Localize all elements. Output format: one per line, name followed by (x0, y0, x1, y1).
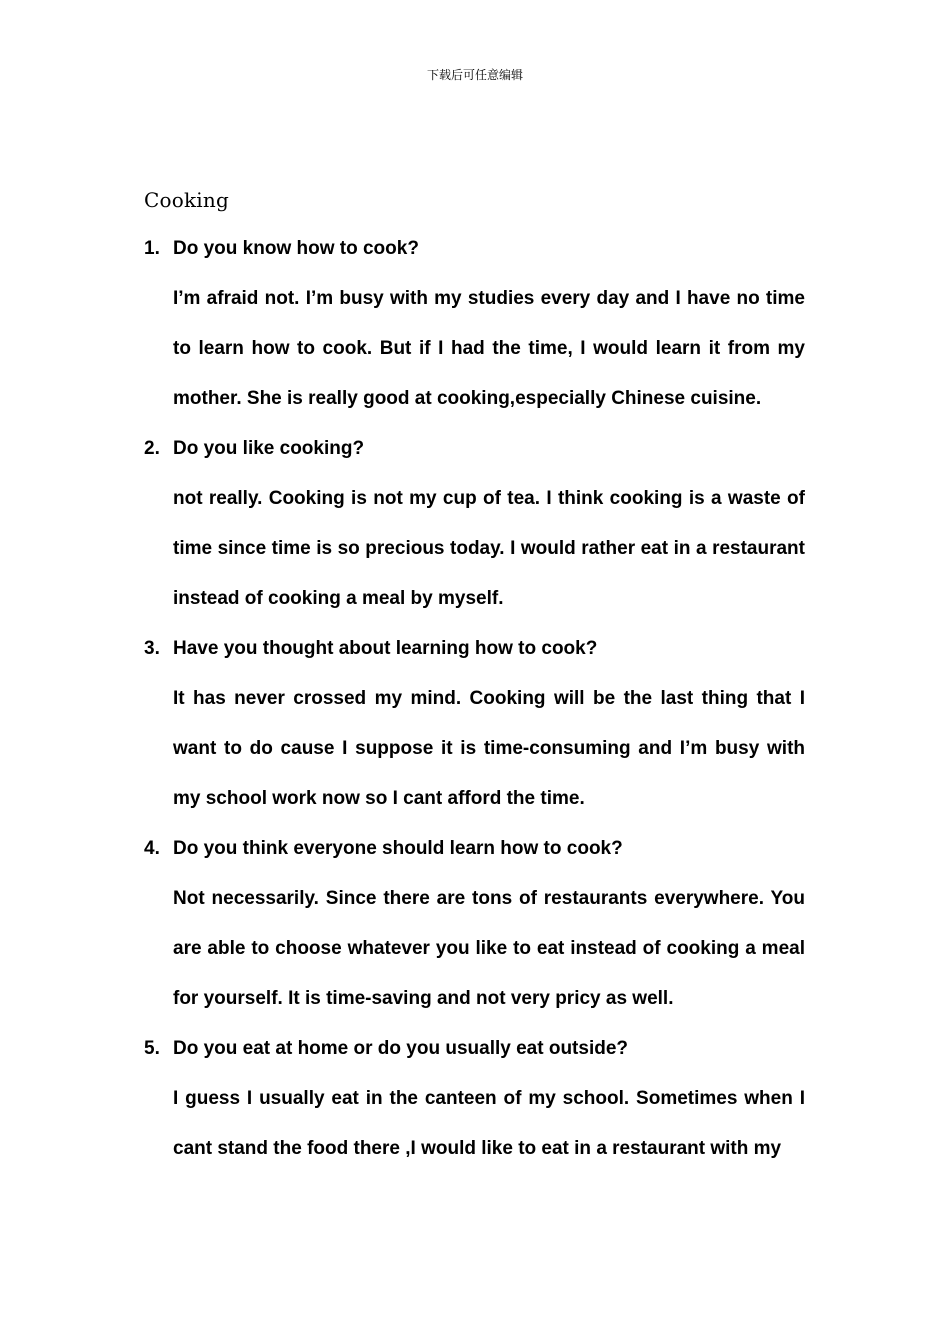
qa-item-2 (144, 424, 805, 624)
answer-text: not really. Cooking is not my cup of tea. I think cooking is a waste of time since time is so precious today. I would rather eat in a restaurant instead of cooking a meal by myself. (173, 488, 805, 609)
question-list (144, 224, 805, 1174)
answer-text: Not necessarily. Since there are tons of restaurants everywhere. You are able to choose whatever you like to eat instead of cooking a meal for yourself. It is time-saving and not very pricy as well. (173, 888, 805, 1009)
qa-item-1 (144, 224, 805, 424)
question-row (144, 824, 805, 874)
question-row (144, 624, 805, 674)
question-text: Do you know how to cook? (173, 238, 419, 259)
question-number: 5. (144, 1038, 160, 1059)
question-number: 2. (144, 438, 160, 459)
question-text: Do you eat at home or do you usually eat outside? (173, 1038, 629, 1059)
answer-text: I guess I usually eat in the canteen of my school. Sometimes when I cant stand the food there ,I would like to eat in a restaurant with my (173, 1088, 805, 1159)
question-text: Do you think everyone should learn how to cook? (173, 838, 623, 859)
question-number: 1. (144, 238, 160, 259)
header-note: 下载后可任意编辑 (426, 68, 523, 82)
question-row (144, 224, 805, 274)
question-row (144, 1024, 805, 1074)
question-text: Have you thought about learning how to cook? (173, 638, 598, 659)
question-text: Do you like cooking? (173, 438, 365, 459)
question-row (144, 424, 805, 474)
question-number: 3. (144, 638, 160, 659)
qa-item-4 (144, 824, 805, 1024)
qa-item-3 (144, 624, 805, 824)
question-number: 4. (144, 838, 160, 859)
qa-item-5 (144, 1024, 805, 1174)
answer-text: I’m afraid not. I’m busy with my studies every day and I have no time to learn how to cook. But if I had the time, I would learn it from my mother. She is really good at cooking,especially Chinese cuisine. (173, 288, 805, 409)
answer-text: It has never crossed my mind. Cooking will be the last thing that I want to do cause I suppose it is time-consuming and I’m busy with my school work now so I cant afford the time. (173, 688, 805, 809)
document-title: Cooking (144, 188, 229, 212)
